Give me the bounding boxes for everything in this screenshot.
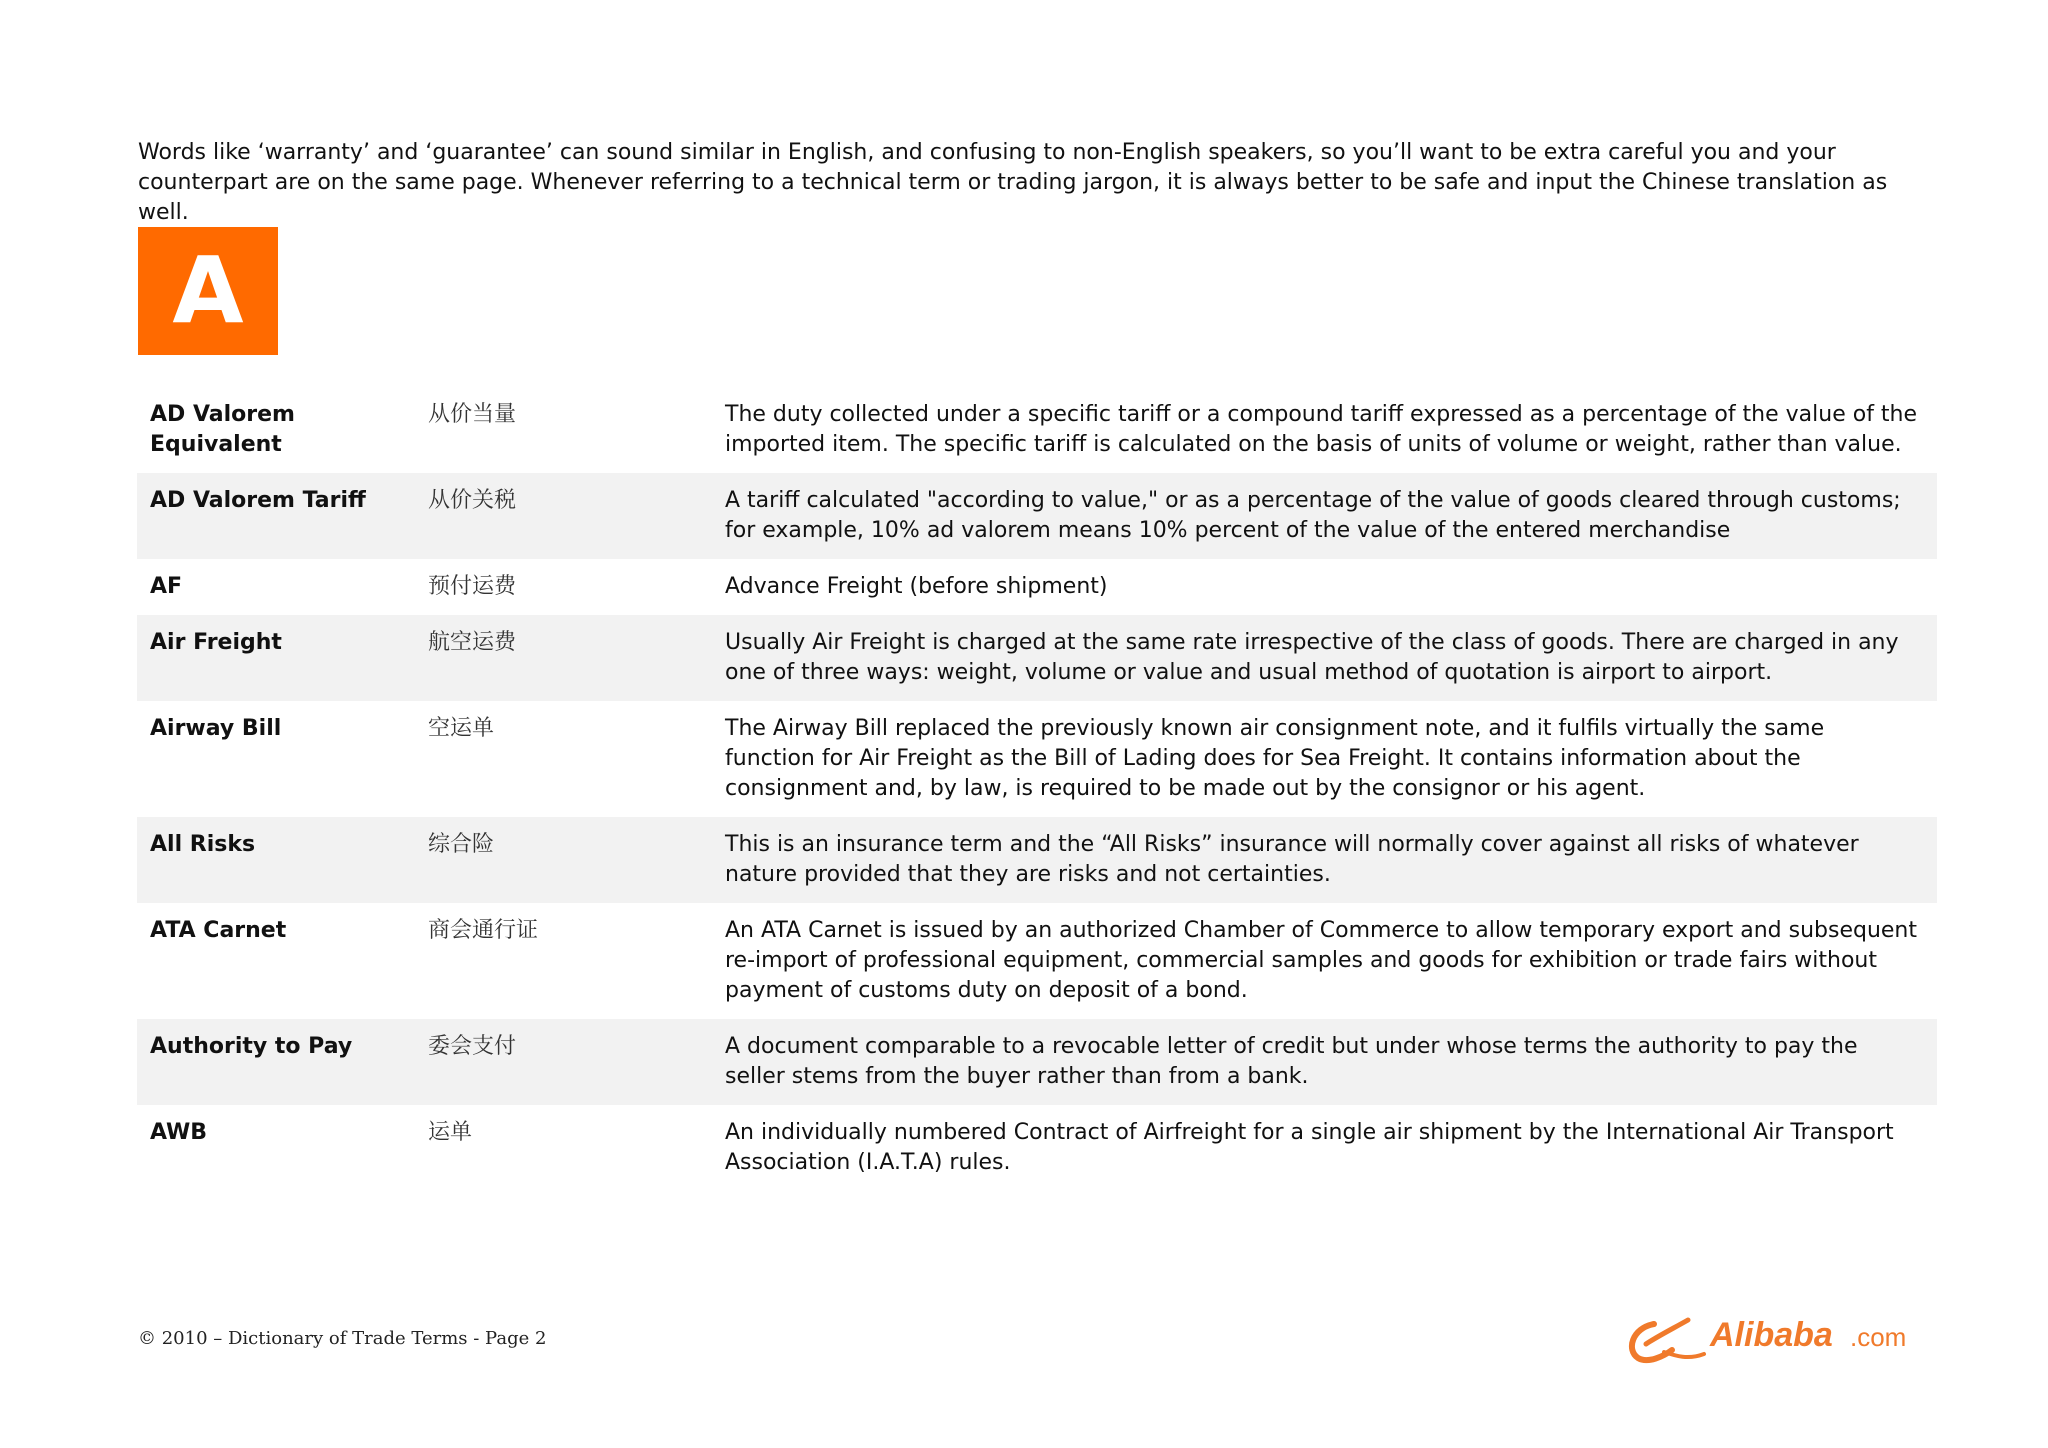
term-definition: An ATA Carnet is issued by an authorized Chamber of Commerce to allow temporary export and subsequent re-import of professional equipment, commercial samples and goods for exhibition or trade fairs without payment of customs duty on deposit of a bond. xyxy=(725,918,1917,1003)
term-definition: A document comparable to a revocable letter of credit but under whose terms the authority to pay the seller stems from the buyer rather than from a bank. xyxy=(725,1034,1858,1089)
term-chinese: 商会通行证 xyxy=(428,918,539,943)
term-row xyxy=(137,1019,1937,1105)
logo-suffix: .com xyxy=(1850,1322,1907,1352)
term-definition: The duty collected under a specific tariff or a compound tariff expressed as a percentage of the value of the imported item. The specific tariff is calculated on the basis of units of volume or weight, rather than value. xyxy=(725,402,1918,457)
term-chinese: 从价关税 xyxy=(428,488,517,513)
term-row xyxy=(137,817,1937,903)
term-chinese: 综合险 xyxy=(428,832,495,857)
terms-table xyxy=(137,387,1937,1191)
term-name: Airway Bill xyxy=(150,716,282,741)
term-chinese: 委会支付 xyxy=(428,1034,517,1059)
term-definition: Advance Freight (before shipment) xyxy=(725,574,1108,599)
alibaba-logo xyxy=(1624,1306,1924,1370)
term-name: Authority to Pay xyxy=(150,1034,353,1059)
term-row xyxy=(137,701,1937,817)
term-chinese: 预付运费 xyxy=(428,574,517,599)
term-name: AD Valorem Equivalent xyxy=(150,402,295,457)
term-name: AWB xyxy=(150,1120,208,1145)
term-definition: Usually Air Freight is charged at the same rate irrespective of the class of goods. There are charged in any one of three ways: weight, volume or value and usual method of quotation is airport to airport. xyxy=(725,630,1899,685)
term-name: Air Freight xyxy=(150,630,282,655)
term-row xyxy=(137,1105,1937,1191)
section-letter: A xyxy=(172,237,244,344)
term-definition: The Airway Bill replaced the previously known air consignment note, and it fulfils virtually the same function for Air Freight as the Bill of Lading does for Sea Freight. It contains information about the consignment and, by law, is required to be made out by the consignor or his agent. xyxy=(725,716,1825,801)
term-name: AD Valorem Tariff xyxy=(150,488,366,513)
term-row xyxy=(137,473,1937,559)
term-definition: An individually numbered Contract of Airfreight for a single air shipment by the International Air Transport Association (I.A.T.A) rules. xyxy=(725,1120,1894,1175)
term-chinese: 从价当量 xyxy=(428,402,517,427)
section-letter-badge xyxy=(138,227,278,355)
alibaba-e-logo-icon xyxy=(1632,1320,1704,1360)
term-name: ATA Carnet xyxy=(150,918,287,943)
term-name: AF xyxy=(150,574,183,599)
term-row xyxy=(137,903,1937,1019)
term-chinese: 运单 xyxy=(428,1120,473,1145)
term-definition: A tariff calculated "according to value," or as a percentage of the value of goods cleared through customs; for example, 10% ad valorem means 10% percent of the value of the entered merchandise xyxy=(725,488,1901,543)
term-row xyxy=(137,559,1937,615)
page-footer: © 2010 – Dictionary of Trade Terms - Page 2 xyxy=(138,1328,547,1349)
term-row xyxy=(137,615,1937,701)
term-name: All Risks xyxy=(150,832,256,857)
intro-paragraph: Words like ‘warranty’ and ‘guarantee’ can sound similar in English, and confusing to non-English speakers, so you’ll want to be extra careful you and your counterpart are on the same page. Whenever referring to a technical term or trading jargon, it is always better to be safe and input the Chinese translation as well. xyxy=(138,140,1888,225)
term-definition: This is an insurance term and the “All Risks” insurance will normally cover against all risks of whatever nature provided that they are risks and not certainties. xyxy=(725,832,1859,887)
term-chinese: 空运单 xyxy=(428,716,495,741)
term-chinese: 航空运费 xyxy=(428,630,517,655)
term-row xyxy=(137,387,1937,473)
logo-wordmark: Alibaba xyxy=(1710,1316,1833,1354)
